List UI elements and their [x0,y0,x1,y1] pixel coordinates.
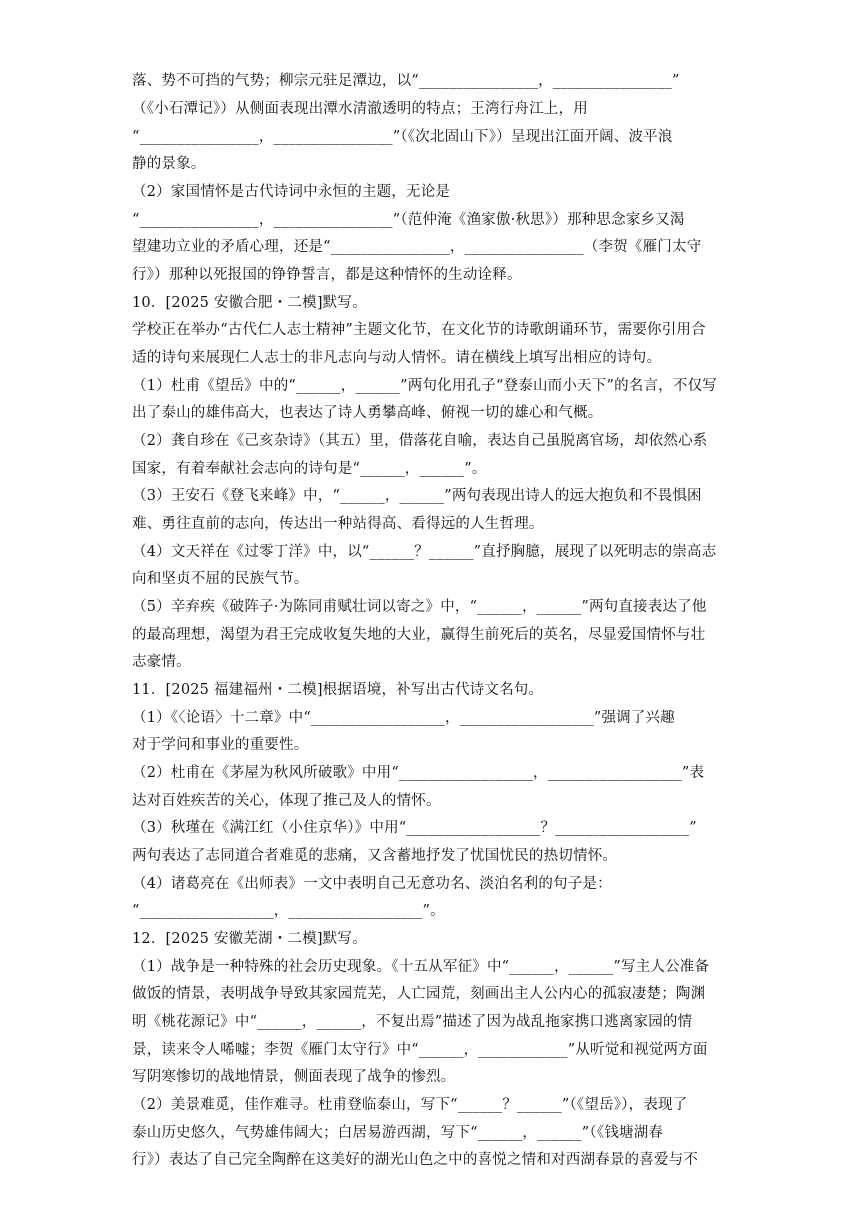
text-line: 学校正在举办“古代仁人志士精神”主题文化节，在文化节的诗歌朗诵环节，需要你引用合 [132,322,706,338]
text-line: 景，读来令人唏嘘；李贺《雁门太守行》中“______，____________”从听觉和视觉两方面 [132,1042,708,1058]
text-line: （5）辛弃疾《破阵子·为陈同甫赋壮词以寄之》中，“______，______”两句直接表达了他 [132,599,707,615]
text-line: 做饭的情景，表明战争导致其家园荒芜，人亡园荒，刻画出主人公内心的孤寂凄楚；陶渊 [132,986,706,1002]
text-line: （2）家国情怀是古代诗词中永恒的主题，无论是 [132,184,451,200]
text-line: 两句表达了志同道合者难觅的悲痛，又含蓄地抒发了忧国忧民的热切情怀。 [132,848,618,864]
text-line: “________________，________________”（范仲淹《渔家傲·秋思》）那种思念家乡又渴 [132,212,685,228]
text-line: （1）战争是一种特殊的社会历史现象。《十五从军征》中“______，______”写主人公准备 [132,959,710,975]
text-line: “________________，________________”（《次北固山下》）呈现出江面开阔、波平浪 [132,129,673,145]
question-heading: 10．[2025 安徽合肥・二模]默写。 [132,295,367,311]
text-line: 对于学问和事业的重要性。 [132,737,309,753]
text-line: 向和坚贞不屈的民族气节。 [132,571,309,587]
text-line: （2）美景难觅，佳作难寻。杜甫登临泰山，写下“______？______”（《望岳》），表现了 [132,1097,688,1113]
text-line: （4）文天祥在《过零丁洋》中，以“______？______”直抒胸臆，展现了以死明志的崇高志 [132,544,717,560]
text-line: （3）王安石《登飞来峰》中，“______，______”两句表现出诗人的远大抱负和不畏惧困 [132,488,702,504]
text-line: 行》）表达了自己完全陶醉在这美好的湖光山色之中的喜悦之情和对西湖春景的喜爱与不 [132,1152,699,1168]
text-line: 国家，有着奉献社会志向的诗句是“______，______”。 [132,461,487,477]
text-line: 达对百姓疾苦的关心，体现了推己及人的情怀。 [132,793,441,809]
text-line: 静的景象。 [132,156,206,172]
text-line: 的最高理想，渴望为君王完成收复失地的大业，赢得生前死后的英名，尽显爱国情怀与壮 [132,627,706,643]
text-line: 落、势不可挡的气势；柳宗元驻足潭边，以“________________，________________” [132,73,680,89]
text-line: 望建功立业的矛盾心理，还是“________________，________________（李贺《雁门太守 [132,239,702,255]
text-line: 出了泰山的雄伟高大，也表达了诗人勇攀高峰、俯视一切的雄心和气概。 [132,405,603,421]
text-line: （3）秋瑾在《满江红（小住京华）》中用“__________________？__________________” [132,820,697,836]
text-line: 泰山历史悠久，气势雄伟阔大；白居易游西湖，写下“______，______”（《钱塘湖春 [132,1125,664,1141]
text-line: 志豪情。 [132,654,191,670]
text-line: 难、勇往直前的志向，传达出一种站得高、看得远的人生哲理。 [132,516,544,532]
question-heading: 12．[2025 安徽芜湖・二模]默写。 [132,931,367,947]
text-line: 行》）那种以死报国的铮铮誓言，都是这种情怀的生动诠释。 [132,267,522,283]
text-line: 写阴寒惨切的战地情景，侧面表现了战争的惨烈。 [132,1069,456,1085]
text-line: （1）杜甫《望岳》中的“______，______”两句化用孔子“登泰山而小天下”的名言，不仅写 [132,378,717,394]
text-line: （2）龚自珍在《己亥杂诗》（其五）里，借落花自喻，表达自己虽脱离官场，却依然心系 [132,433,708,449]
text-line: （4）诸葛亮在《出师表》一文中表明自己无意功名、淡泊名利的句子是： [132,876,612,892]
text-line: 明《桃花源记》中“______，______，不复出焉”描述了因为战乱拖家携口逃离家园的情 [132,1014,693,1030]
text-line: 适的诗句来展现仁人志士的非凡志向与动人情怀。请在横线上填写出相应的诗句。 [132,350,662,366]
text-line: “__________________，__________________”。 [132,903,445,919]
text-line: （1）《〈论语〉十二章》中“__________________，__________________”强调了兴趣 [132,710,675,726]
question-heading: 11．[2025 福建福州・二模]根据语境，补写出古代诗文名句。 [132,682,544,698]
text-line: （《小石潭记》）从侧面表现出潭水清澈透明的特点；王湾行舟江上，用 [132,101,588,117]
text-line: （2）杜甫在《茅屋为秋风所破歌》中用“__________________，__________________”表 [132,765,705,781]
